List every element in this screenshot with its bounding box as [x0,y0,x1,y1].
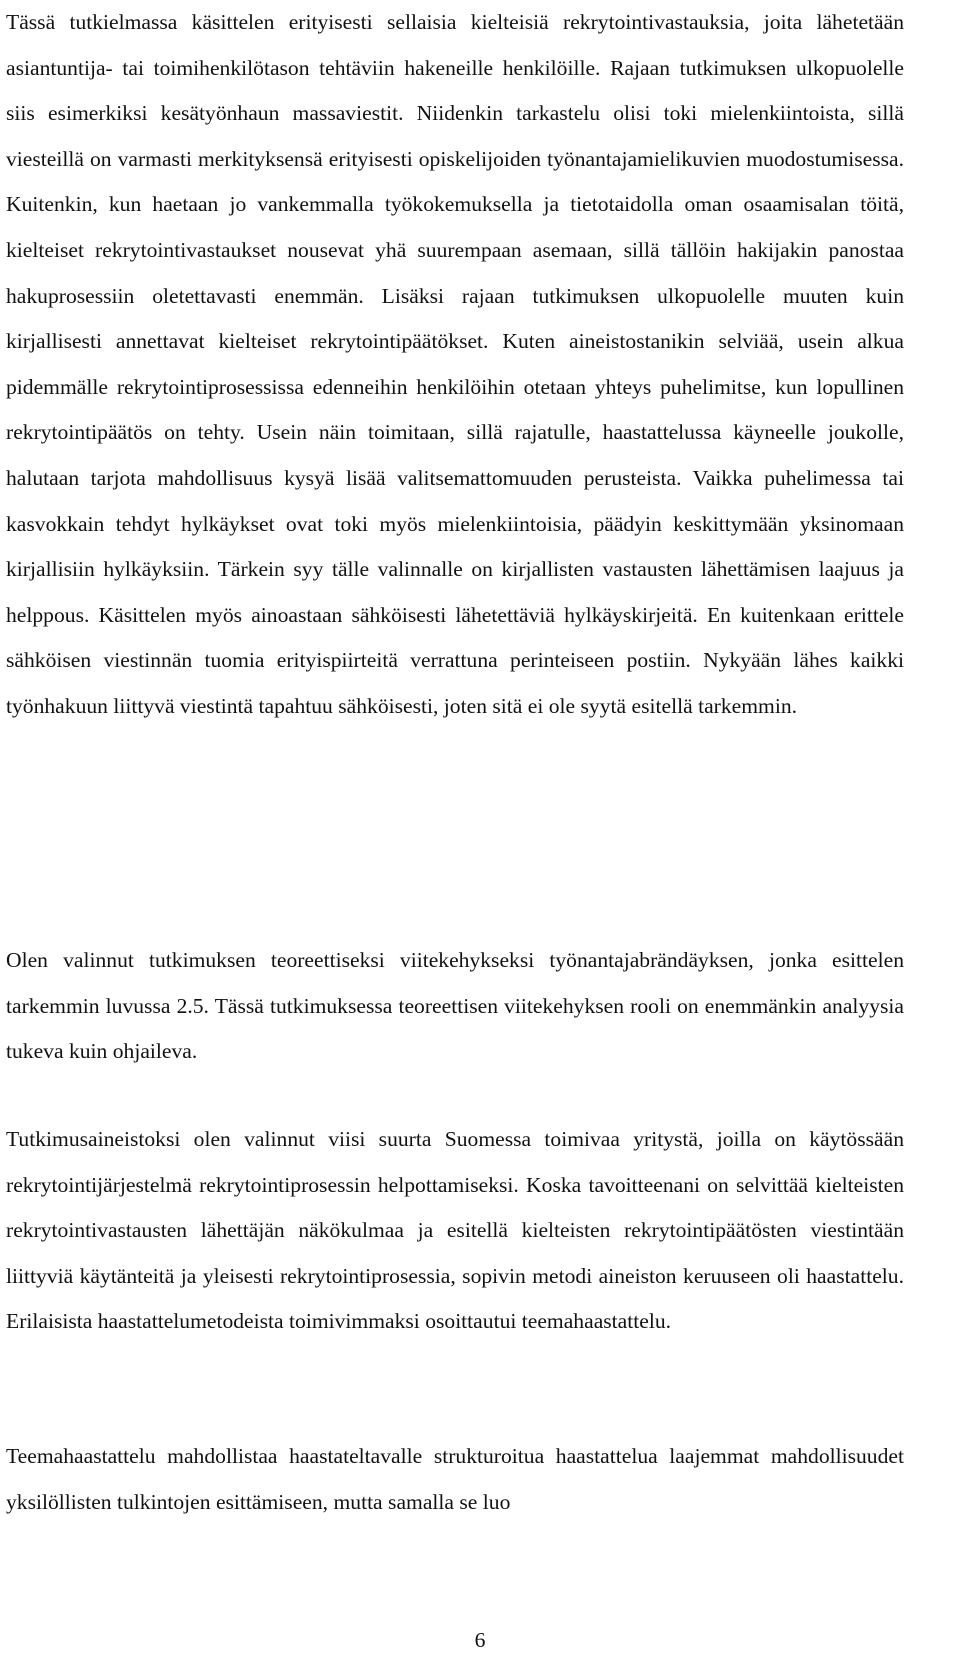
page-number: 6 [474,1628,486,1652]
paragraph-theme-interview: Teemahaastattelu mahdollistaa haastateltavalle strukturoitua haastattelua laajemmat mahdollisuudet yksilöllisten tulkintojen esittämiseen, mutta samalla se luo [6,1444,904,1514]
paragraph-theoretical-framework: Olen valinnut tutkimuksen teoreettiseksi viitekehykseksi työnantajabrändäyksen, jonka esittelen tarkemmin luvussa 2.5. Tässä tutkimuksessa teoreettisen viitekehyksen rooli on enemmänkin analyysia tukeva kuin ohjaileva. [6,948,904,1064]
paragraph-research-material: Tutkimusaineistoksi olen valinnut viisi suurta Suomessa toimivaa yritystä, joilla on käytössään rekrytointijärjestelmä rekrytointiprosessin helpottamiseksi. Koska tavoitteenani on selvittää kielteisten rekrytointivastausten lähettäjän näkökulmaa ja esitellä kielteisten rekrytointipäätösten viestintään liittyviä käytänteitä ja yleisesti rekrytointiprosessia, sopivin metodi aineiston keruuseen oli haastattelu. Erilaisista haastattelumetodeista toimivimmaksi osoittautui teemahaastattelu. [6,1127,904,1334]
paragraph-scope-delimitation: Tässä tutkielmassa käsittelen erityisesti sellaisia kielteisiä rekrytointivastauksia, joita lähetetään asiantuntija- tai toimihenkilötason tehtäviin hakeneille henkilöille. Rajaan tutkimuksen ulkopuolelle siis esimerkiksi kesätyönhaun massaviestit. Niidenkin tarkastelu olisi toki mielenkiintoista, sillä viesteillä on varmasti merkityksensä erityisesti opiskelijoiden työnantajamielikuvien muodostumisessa. Kuitenkin, kun haetaan jo vankemmalla työkokemuksella ja tietotaidolla oman osaamisalan töitä, kielteiset rekrytointivastaukset nousevat yhä suurempaan asemaan, sillä tällöin hakijakin panostaa hakuprosessiin oletettavasti enemmän. Lisäksi rajaan tutkimuksen ulkopuolelle muuten kuin kirjallisesti annettavat kielteiset rekrytointipäätökset. Kuten aineistostanikin selviää, usein alkua pidemmälle rekrytointiprosessissa edenneihin henkilöihin otetaan yhteys puhelimitse, kun lopullinen rekrytointipäätös on tehty. Usein näin toimitaan, sillä rajatulle, haastattelussa käyneelle joukolle, halutaan tarjota mahdollisuus kysyä lisää valitsemattomuuden perusteista. Vaikka puhelimessa tai kasvokkain tehdyt hylkäykset ovat toki myös mielenkiintoisia, päädyin keskittymään yksinomaan kirjallisiin hylkäyksiin. Tärkein syy tälle valinnalle on kirjallisten vastausten lähettämisen laajuus ja helppous. Käsittelen myös ainoastaan sähköisesti lähetettäviä hylkäyskirjeitä. En kuitenkaan erittele sähköisen viestinnän tuomia erityispiirteitä verrattuna perinteiseen postiin. Nykyään lähes kaikki työnhakuun liittyvä viestintä tapahtuu sähköisesti, joten sitä ei ole syytä esitellä tarkemmin. [6,10,904,718]
